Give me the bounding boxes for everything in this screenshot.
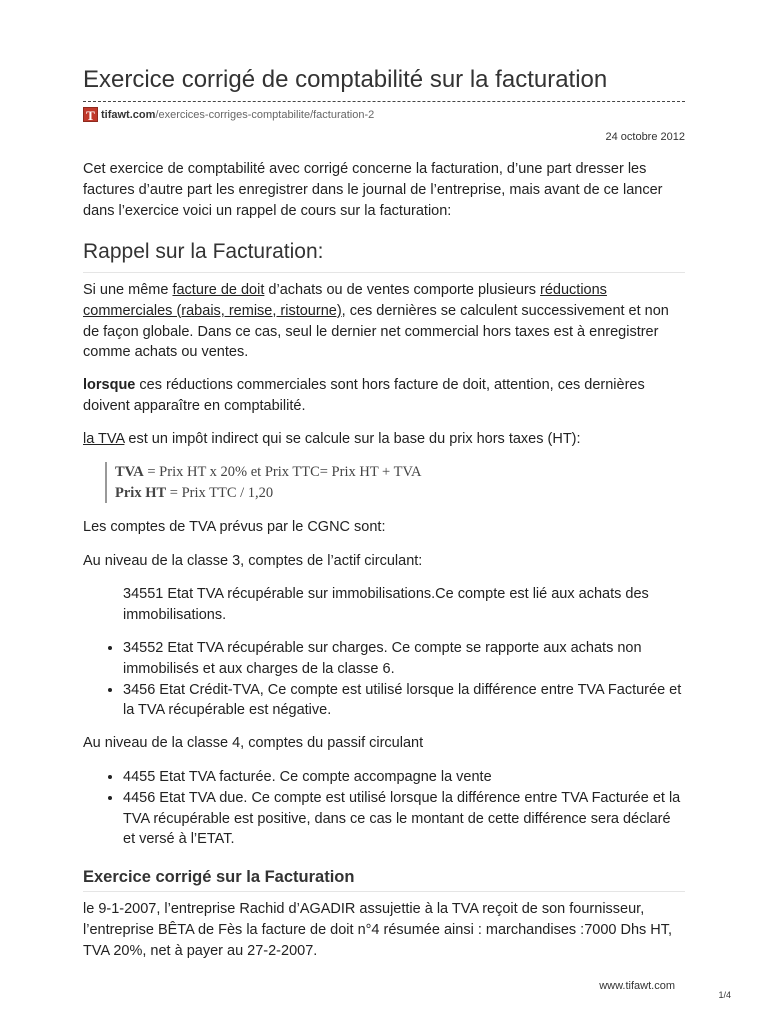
class3-first-item: 34551 Etat TVA récupérable sur immobilisations.Ce compte est lié aux achats des immobilisations. [123, 586, 649, 623]
section-heading-rappel: Rappel sur la Facturation: [83, 240, 685, 273]
class4-list [83, 767, 685, 850]
exercise-paragraph: le 9-1-2007, l’entreprise Rachid d’AGADIR assujettie à la TVA reçoit de son fournisseur, l’entreprise BÊTA de Fès la facture de doit n°4 résumée ainsi : marchandises :7000 Dhs HT, TVA 20%, net à payer au 27-2-2007. [83, 901, 673, 959]
paragraph-classe-3: Au niveau de la classe 3, comptes de l’actif circulant: [83, 553, 423, 569]
source-path[interactable]: /exercices-corriges-comptabilite/facturation-2 [155, 108, 375, 121]
formula-bold: TVA [115, 464, 144, 480]
title-divider [83, 101, 685, 102]
text-span: est un impôt indirect qui se calcule sur la base du prix hors taxes (HT): [124, 431, 581, 447]
link-facture-de-doit[interactable]: facture de doit [172, 282, 265, 298]
text-span: , ces dernières se calculent successivement et non de façon globale. Dans ce cas, seul le dernier net commercial hors taxes est à enregistrer comme achats ou ventes. [83, 302, 669, 361]
list-item: • 34552 Etat TVA récupérable sur charges. Ce compte se rapporte aux achats non immobilisés et aux charges de la classe 6. [123, 638, 685, 680]
list-item: • 4456 Etat TVA due. Ce compte est utilisé lorsque la différence entre TVA Facturée et la TVA récupérable est positive, dans ce cas le montant de cette différence sera déclaré et versé à l’ETAT. [123, 788, 685, 850]
link-reductions-commerciales[interactable]: réductions commerciales (rabais, remise, ristourne) [83, 282, 607, 319]
formula-blockquote [105, 462, 422, 503]
formula-line-prix-ht [115, 483, 422, 504]
paragraph-classe-4: Au niveau de la classe 4, comptes du passif circulant [83, 735, 424, 751]
page-number: 1/4 [718, 990, 731, 1000]
footer-site: www.tifawt.com [599, 980, 675, 992]
page-title: Exercice corrigé de comptabilité sur la facturation [83, 66, 608, 93]
tifawt-logo-icon: T [83, 107, 98, 122]
publish-date: 24 octobre 2012 [605, 131, 685, 143]
class3-list [83, 638, 685, 721]
paragraph-tva [83, 429, 685, 450]
intro-paragraph: Cet exercice de comptabilité avec corrigé concerne la facturation, d’une part dresser les factures d’autre part les enregistrer dans le journal de l’entreprise, mais avant de ce lancer dans l’exercice voici un rappel de cours sur la facturation: [83, 161, 663, 219]
source-domain[interactable]: tifawt.com [101, 108, 156, 121]
formula-text: = Prix TTC / 1,20 [166, 484, 274, 501]
section-heading-exercice: Exercice corrigé sur la Facturation [83, 868, 685, 892]
formula-text: = Prix HT x 20% et Prix TTC= Prix HT + TVA [143, 464, 422, 480]
link-la-tva[interactable]: la TVA [83, 431, 125, 447]
paragraph-reductions [83, 280, 685, 363]
paragraph-lorsque [83, 375, 685, 417]
text-span: Si une même [83, 282, 173, 298]
text-span: d’achats ou de ventes comporte plusieurs [264, 282, 541, 298]
bold-lorsque: lorsque [83, 377, 136, 393]
formula-bold: Prix HT [115, 484, 167, 501]
text-span: ces réductions commerciales sont hors facture de doit, attention, ces dernières doivent apparaître en comptabilité. [83, 377, 645, 414]
source-line[interactable] [83, 107, 374, 122]
list-item: • 4455 Etat TVA facturée. Ce compte accompagne la vente [123, 767, 685, 788]
list-item: • 3456 Etat Crédit-TVA, Ce compte est utilisé lorsque la différence entre TVA Facturée et la TVA récupérable est négative. [123, 680, 685, 722]
formula-line-tva [115, 462, 422, 483]
paragraph-comptes: Les comptes de TVA prévus par le CGNC sont: [83, 519, 386, 535]
